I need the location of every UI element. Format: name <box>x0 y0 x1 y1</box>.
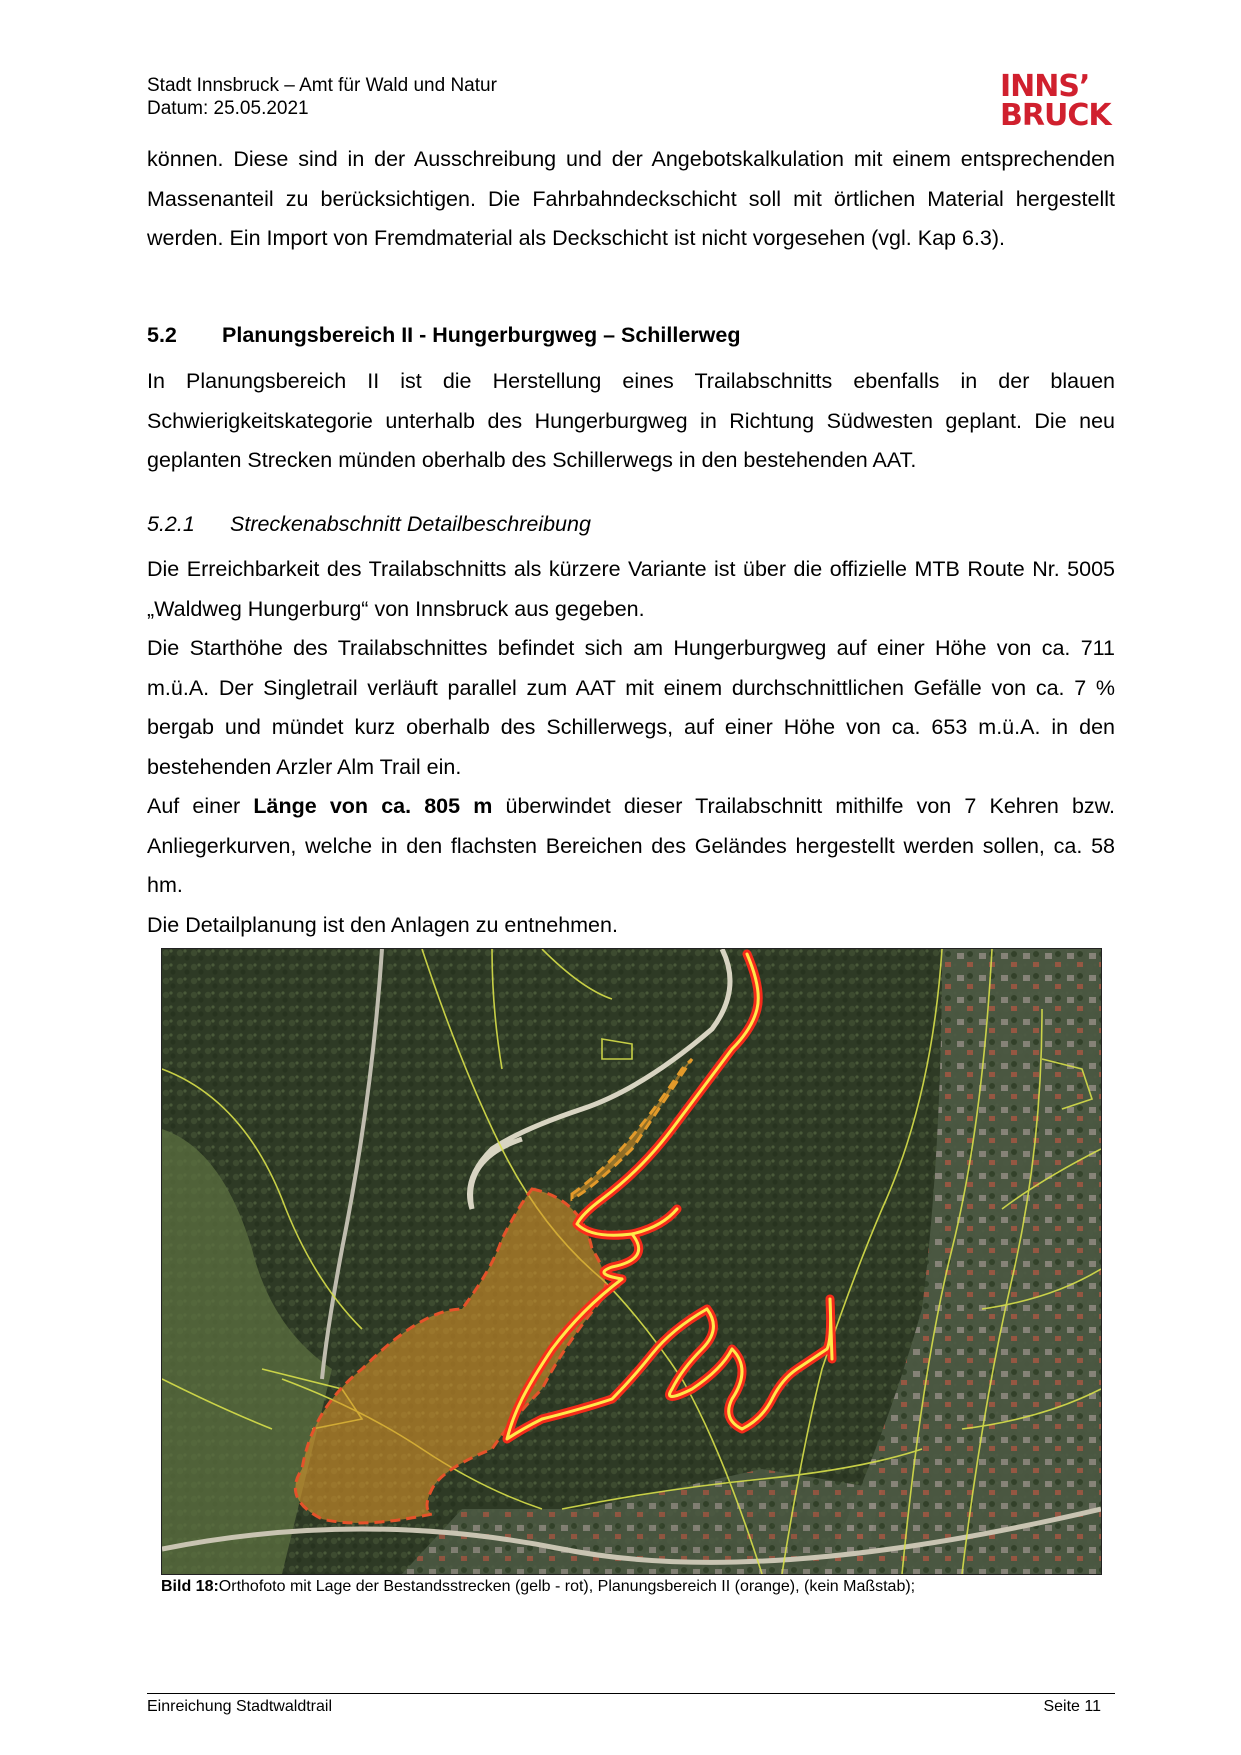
length-post: überwindet dieser Trailabschnitt mithilfe von 7 Kehren bzw. Anliegerkurven, welche in den flachsten Bereichen des Geländes hergestellt werden sollen, ca. 58 hm. <box>147 794 1115 897</box>
subsection-heading <box>147 512 591 537</box>
orthophoto-svg <box>162 949 1101 1574</box>
section-title: Planungsbereich II - Hungerburgweg – Schillerweg <box>222 323 741 347</box>
caption-text: Orthofoto mit Lage der Bestandsstrecken (gelb - rot), Planungsbereich II (orange), (kein Maßstab); <box>218 1578 916 1595</box>
logo-line-1: INNS’ <box>1000 69 1090 104</box>
header-organization: Stadt Innsbruck – Amt für Wald und Natur <box>147 75 497 96</box>
section-text: In Planungsbereich II ist die Herstellung eines Trailabschnitts ebenfalls in der blauen Schwierigkeitskategorie unterhalb des Hungerburgweg in Richtung Südwesten geplant. Die neu geplanten Strecken münden oberhalb des Schillerwegs in den bestehenden AAT. <box>147 369 1115 472</box>
orthophoto-map <box>161 948 1102 1575</box>
paragraph-appendix: Die Detailplanung ist den Anlagen zu entnehmen. <box>147 912 618 937</box>
section-number: 5.2 <box>147 323 177 347</box>
logo-line-2: BRUCK <box>1000 98 1111 133</box>
length-pre: Auf einer <box>147 794 254 818</box>
intro-text: können. Diese sind in der Ausschreibung und der Angebotskalkulation mit einem entsprechenden Massenanteil zu berücksichtigen. Die Fahrbahndeckschicht soll mit örtlichen Material hergestellt werden. Ein Import von Fremdmaterial als Deckschicht ist nicht vorgesehen (vgl. Kap 6.3). <box>147 147 1115 250</box>
intro-paragraph <box>147 140 1115 259</box>
section-paragraph <box>147 362 1115 481</box>
footer-title: Einreichung Stadtwaldtrail <box>147 1698 332 1715</box>
paragraph-route: Die Erreichbarkeit des Trailabschnitts als kürzere Variante ist über die offizielle MTB Route Nr. 5005 „Waldweg Hungerburg“ von Innsbruck aus gegeben. <box>147 557 1115 621</box>
section-heading <box>147 323 741 348</box>
figure-caption <box>161 1578 915 1596</box>
footer-rule <box>147 1693 1115 1694</box>
paragraph-elevation: Die Starthöhe des Trailabschnittes befindet sich am Hungerburgweg auf einer Höhe von ca. 711 m.ü.A. Der Singletrail verläuft parallel zum AAT mit einem durchschnittlichen Gefälle von ca. 7 % bergab und mündet kurz oberhalb des Schillerwegs, auf einer Höhe von ca. 653 m.ü.A. in den bestehenden Arzler Alm Trail ein. <box>147 636 1115 779</box>
header-date: Datum: 25.05.2021 <box>147 98 309 119</box>
innsbruck-logo <box>1000 69 1120 133</box>
subsection-body <box>147 550 1115 945</box>
page-number: Seite 11 <box>1043 1698 1101 1715</box>
length-bold: Länge von ca. 805 m <box>253 794 493 818</box>
caption-label: Bild 18: <box>161 1578 219 1595</box>
subsection-title: Streckenabschnitt Detailbeschreibung <box>230 512 591 536</box>
subsection-number: 5.2.1 <box>147 512 195 536</box>
paragraph-length <box>147 787 1115 906</box>
document-header <box>147 74 497 120</box>
